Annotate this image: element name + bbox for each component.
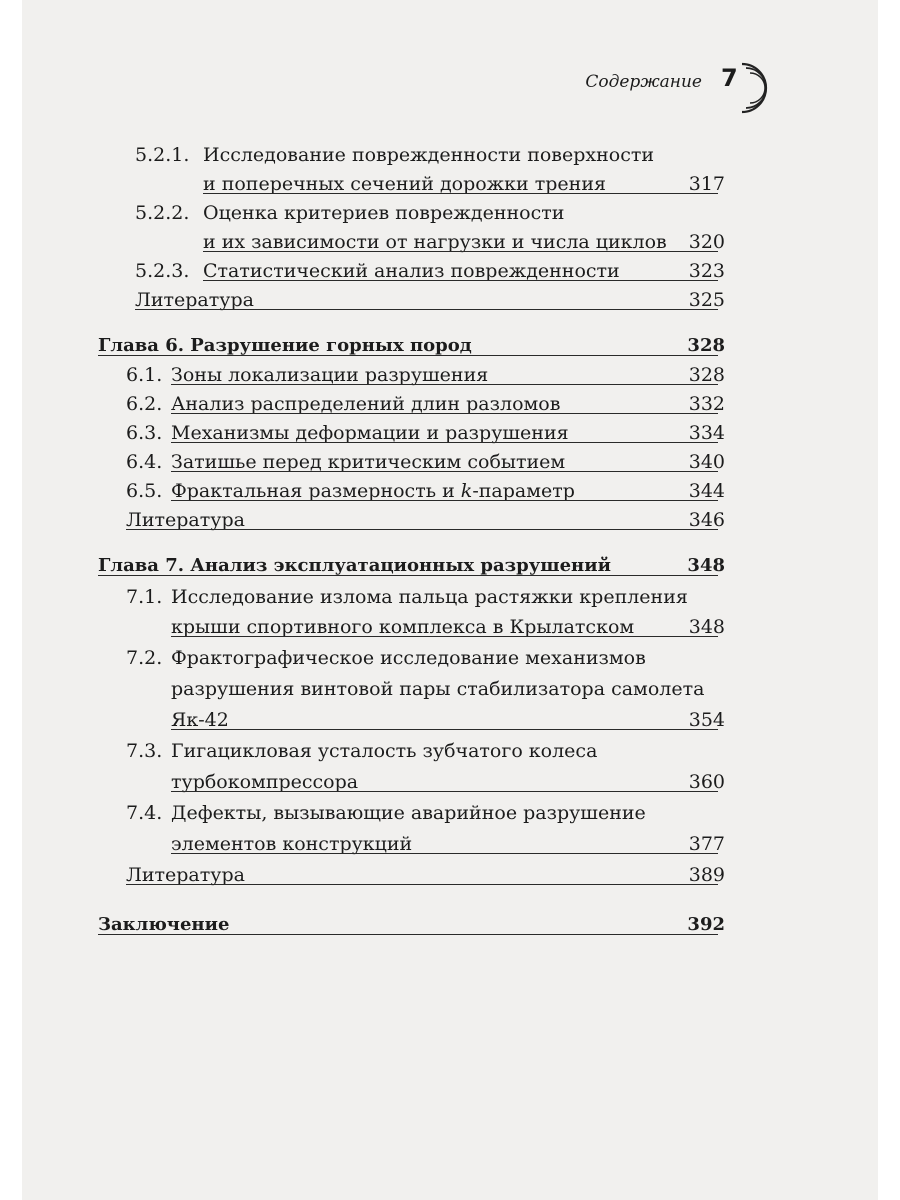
dot-leader [171,413,718,414]
toc-entry-page: 317 [688,173,725,195]
toc-entry-page: 332 [688,393,725,415]
toc-entry-title: Зоны локализации разрушения [171,364,489,386]
toc-entry-page: 323 [688,260,725,282]
toc-entry-number: 7.2. [126,647,163,669]
toc-entry [22,287,878,317]
toc-entry-number: 6.4. [126,451,163,473]
dot-leader [135,309,718,310]
toc-entry-number: 6.5. [126,480,163,502]
toc-entry-page: 325 [688,289,725,311]
toc-entry [22,676,878,706]
dot-leader [98,355,718,356]
toc-chapter-title: Заключение [98,914,230,935]
toc-entry [22,738,878,768]
toc-entry [22,478,878,508]
toc-chapter-entry [22,553,878,583]
toc-entry [22,449,878,479]
toc-entry [22,142,878,172]
toc-entry-number: 5.2.1. [135,144,190,166]
toc-entry-title: элементов конструкций [171,833,413,855]
toc-entry [22,229,878,259]
toc-entry-title: Литература [126,509,245,531]
dot-leader [126,529,718,530]
toc-entry-page: 348 [687,555,725,576]
toc-entry-number: 6.1. [126,364,163,386]
dot-leader [171,442,718,443]
dot-leader [171,636,718,637]
dot-leader [171,791,718,792]
toc-entry-page: 392 [687,914,725,935]
book-page [22,0,878,1200]
dot-leader [126,884,718,885]
dot-leader [98,575,718,576]
toc-entry-number: 6.2. [126,393,163,415]
toc-entry [22,645,878,675]
toc-entry [22,362,878,392]
toc-entry [22,862,878,892]
toc-chapter-entry [22,333,878,363]
toc-chapter-entry [22,912,878,942]
toc-entry-page: 344 [688,480,725,502]
toc-entry-page: 360 [688,771,725,793]
toc-entry-title: Статистический анализ поврежденности [203,260,620,282]
dot-leader [171,384,718,385]
toc-entry-page: 354 [688,709,725,731]
toc-entry-title: Гигацикловая усталость зубчатого колеса [171,740,598,762]
toc-entry-number: 7.1. [126,586,163,608]
toc-entry-page: 328 [688,364,725,386]
toc-entry-page: 346 [688,509,725,531]
toc-entry [22,614,878,644]
toc-entry-number: 5.2.3. [135,260,190,282]
toc-entry-title: Литература [126,864,245,886]
toc-entry-title: Дефекты, вызывающие аварийное разрушение [171,802,646,824]
toc-entry [22,769,878,799]
toc-entry-title: Литература [135,289,254,311]
toc-entry [22,258,878,288]
toc-chapter-title: Глава 7. Анализ эксплуатационных разрушений [98,555,611,576]
page-header [22,58,878,118]
page-number: 7 [721,64,738,92]
toc-entry-title: Як-42 [171,709,229,731]
dot-leader [203,280,718,281]
dot-leader [203,251,718,252]
toc-entry-page: 340 [688,451,725,473]
toc-entry [22,171,878,201]
toc-entry [22,831,878,861]
toc-entry-page: 328 [687,335,725,356]
toc-entry [22,391,878,421]
toc-entry-title: Механизмы деформации и разрушения [171,422,569,444]
toc-chapter-title: Глава 6. Разрушение горных пород [98,335,472,356]
dot-leader [98,934,718,935]
toc-entry [22,507,878,537]
dot-leader [171,471,718,472]
toc-entry-title: и поперечных сечений дорожки трения [203,173,606,195]
toc-entry-title: Фрактографическое исследование механизмов [171,647,646,669]
toc-entry-number: 7.4. [126,802,163,824]
toc-entry [22,800,878,830]
dot-leader [203,193,718,194]
toc-entry-number: 6.3. [126,422,163,444]
toc-entry [22,707,878,737]
toc-entry-number: 7.3. [126,740,163,762]
toc-entry-title: Затишье перед критическим событием [171,451,566,473]
toc-entry [22,200,878,230]
toc-entry-title: Анализ распределений длин разломов [171,393,561,415]
toc-entry-page: 389 [688,864,725,886]
toc-entry [22,420,878,450]
toc-entry-title: крыши спортивного комплекса в Крылатском [171,616,635,638]
toc-entry-title: турбокомпрессора [171,771,359,793]
toc-entry-title: Исследование излома пальца растяжки крепления [171,586,688,608]
dot-leader [171,729,718,730]
toc-entry-title: Оценка критериев поврежденности [203,202,565,224]
toc-entry-page: 320 [688,231,725,253]
toc-entry [22,584,878,614]
toc-entry-page: 334 [688,422,725,444]
toc-entry-page: 348 [688,616,725,638]
toc-entry-title: разрушения винтовой пары стабилизатора самолета [171,678,705,700]
toc-entry-page: 377 [688,833,725,855]
dot-leader [171,500,718,501]
dot-leader [171,853,718,854]
toc-entry-title: Исследование поврежденности поверхности [203,144,655,166]
toc-entry-title: и их зависимости от нагрузки и числа циклов [203,231,667,253]
toc-entry-number: 5.2.2. [135,202,190,224]
running-title: Содержание [585,72,702,92]
toc-entry-title: Фрактальная размерность и k-параметр [171,480,575,502]
